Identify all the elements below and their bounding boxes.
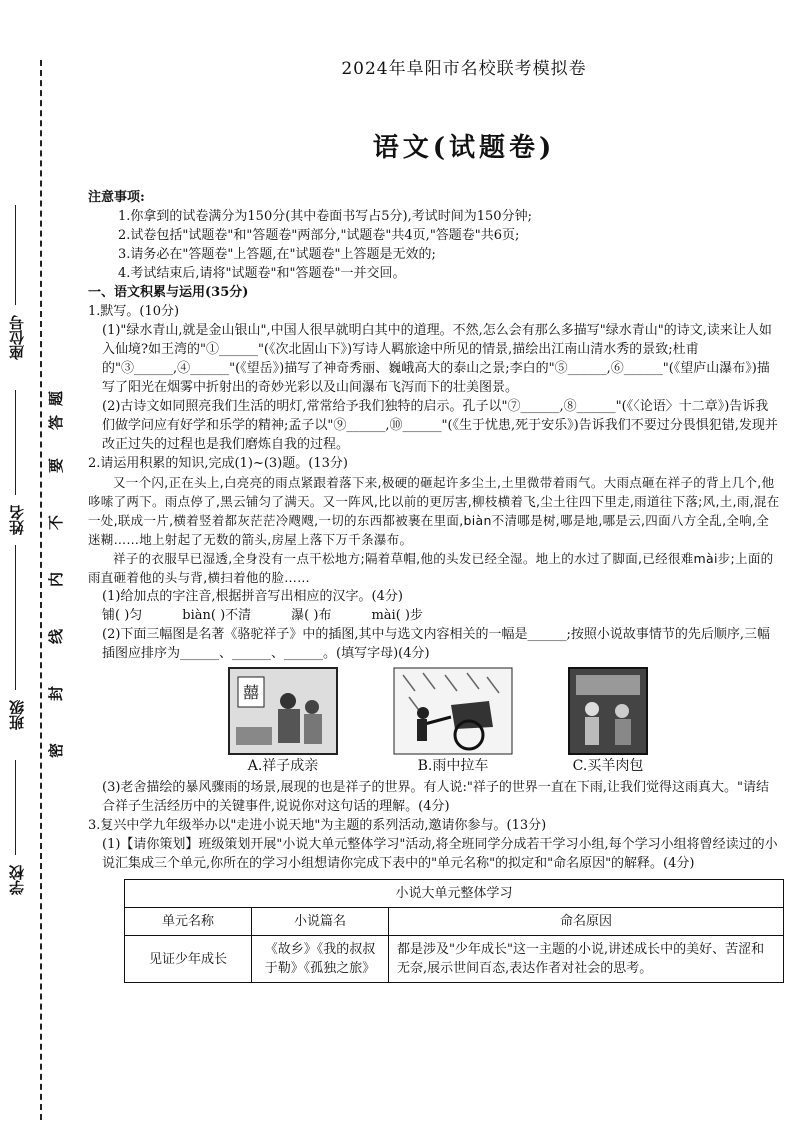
seal-char: 线 bbox=[47, 628, 66, 645]
table-header: 小说篇名 bbox=[252, 908, 389, 936]
table-cell: 《故乡》《我的叔叔于勒》《孤独之旅》 bbox=[252, 936, 389, 983]
pinyin-row bbox=[88, 606, 780, 625]
table-cell: 见证少年成长 bbox=[125, 936, 252, 983]
seat-line bbox=[15, 205, 16, 305]
table-row bbox=[125, 936, 784, 983]
question-2-3: (3)老舍描绘的暴风骤雨的场景,展现的也是祥子的世界。有人说:"祥子的世界一直在下雨,让我们觉得这雨真大。"请结合祥子生活经历中的关键事件,说说你对这句话的理解。(4分) bbox=[102, 780, 770, 814]
question-3-1: (1)【请你策划】班级策划开展"小说大单元整体学习"活动,将全班同学分成若干学习小组,每个学习小组将曾经读过的小说汇集成三个单元,你所在的学习小组想请你完成下表中的"单元名称"的拟定和"命名原因"的解释。(4分) bbox=[102, 837, 778, 871]
section-heading: 一、语文积累与运用(35分) bbox=[88, 285, 249, 300]
seal-char: 题 bbox=[47, 390, 66, 407]
reading-passage-2: 祥子的衣服早已湿透,全身没有一点干松地方;隔着草帽,他的头发已经全湿。地上的水过了脚面,已经很难mài步;上面的雨直砸着他的头与背,横扫着他的脸…… bbox=[88, 551, 774, 585]
notice-heading: 注意事项: bbox=[88, 190, 145, 205]
illustration-row bbox=[228, 667, 648, 776]
class-line bbox=[15, 545, 16, 690]
reading-passage-1: 又一个闪,正在头上,白亮亮的雨点紧跟着落下来,极硬的砸起许多尘土,土里微带着雨气。大雨点砸在祥子的背上几个,他哆嗦了两下。雨点停了,黑云铺匀了满天。又一阵风,比以前的更厉害,柳枝横着飞,尘土往四下里走,雨道往下落;风,土,雨,混在一处,联成一片,横着竖着都灰茫茫冷飕飕,一切的东西都被裹在里面,biàn不清哪是树,哪是地,哪是云,四面八方全乱,全响,全迷糊……地上射起了无数的箭头,房屋上落下万千条瀑布。 bbox=[88, 475, 780, 547]
pinyin-item: biàn( )不清 bbox=[182, 608, 252, 623]
street-scene-icon bbox=[568, 667, 648, 755]
name-label: 姓名 bbox=[8, 505, 26, 535]
pinyin-item: 铺( )匀 bbox=[102, 608, 143, 623]
pinyin-item: 瀑( )布 bbox=[291, 608, 332, 623]
seal-dashed-line bbox=[40, 60, 42, 1120]
question-3-title: 3.复兴中学九年级举办以"走进小说天地"为主题的系列活动,邀请你参与。(13分) bbox=[88, 818, 547, 833]
svg-text:囍: 囍 bbox=[242, 683, 260, 702]
question-2-1: (1)给加点的字注音,根据拼音写出相应的汉字。(4分) bbox=[102, 589, 403, 604]
seat-label: 座位号 bbox=[8, 315, 26, 360]
illustration-c bbox=[568, 667, 648, 776]
question-2-2: (2)下面三幅图是名著《骆驼祥子》中的插图,其中与选文内容相关的一幅是______;按照小说故事情节的先后顺序,三幅插图应排序为______、______、______。(填写字母)(4分) bbox=[102, 627, 771, 661]
table-cell: 都是涉及"少年成长"这一主题的小说,讲述成长中的美好、苦涩和无奈,展示世间百态,表达作者对社会的思考。 bbox=[389, 936, 784, 983]
illustration-caption: C.买羊肉包 bbox=[572, 758, 644, 774]
question-1-part-2: (2)古诗文如同照亮我们生活的明灯,常常给予我们独特的启示。孔子以"⑦______,⑧______"(《〈论语〉十二章》)告诉我们做学问应有好学和乐学的精神;孟子以"⑨______,⑩______"(《生于忧患,死于安乐》)告诉我们不要过分畏惧犯错,发现并改正过失的过程也是我们磨炼自我的过程。 bbox=[102, 399, 778, 452]
paper-title: 语文(试题卷) bbox=[372, 133, 556, 163]
seal-char: 答 bbox=[47, 414, 66, 431]
notice-item: 2.试卷包括"试题卷"和"答题卷"两部分,"试题卷"共4页,"答题卷"共6页; bbox=[118, 228, 520, 243]
table-header: 单元名称 bbox=[125, 908, 252, 936]
table-header-row bbox=[125, 908, 784, 936]
wedding-scene-icon bbox=[228, 667, 338, 755]
binding-margin bbox=[0, 0, 80, 1124]
question-1-title: 1.默写。(10分) bbox=[88, 304, 180, 319]
unit-table bbox=[124, 879, 784, 983]
class-label: 班级 bbox=[8, 700, 26, 730]
seal-char: 封 bbox=[47, 685, 66, 702]
question-2-title: 2.请运用积累的知识,完成(1)~(3)题。(13分) bbox=[88, 456, 348, 471]
table-header: 命名原因 bbox=[389, 908, 784, 936]
illustration-a bbox=[228, 667, 338, 776]
seal-char: 内 bbox=[47, 571, 66, 588]
illustration-caption: A.祥子成亲 bbox=[247, 758, 319, 774]
school-line bbox=[15, 760, 16, 855]
seal-char: 要 bbox=[47, 457, 66, 474]
notice-item: 4.考试结束后,请将"试题卷"和"答题卷"一并交回。 bbox=[118, 266, 406, 281]
school-label: 学校 bbox=[8, 865, 26, 895]
exam-title: 2024年阜阳市名校联考模拟卷 bbox=[341, 59, 587, 79]
name-line bbox=[15, 390, 16, 495]
notice-item: 3.请务必在"答题卷"上答题,在"试题卷"上答题是无效的; bbox=[118, 247, 436, 262]
seal-char: 密 bbox=[47, 742, 66, 759]
exam-content bbox=[88, 60, 780, 983]
rickshaw-in-rain-icon bbox=[393, 667, 513, 755]
pinyin-item: mài( )步 bbox=[371, 608, 423, 623]
seal-char: 不 bbox=[47, 514, 66, 531]
notice-item: 1.你拿到的试卷满分为150分(其中卷面书写占5分),考试时间为150分钟; bbox=[118, 209, 532, 224]
table-caption: 小说大单元整体学习 bbox=[125, 880, 784, 908]
illustration-caption: B.雨中拉车 bbox=[417, 758, 489, 774]
illustration-b bbox=[393, 667, 513, 776]
question-1-part-1: (1)"绿水青山,就是金山银山",中国人很早就明白其中的道理。不然,怎么会有那么多描写"绿水青山"的诗文,读来让人如入仙境?如王湾的"①______"(《次北固山下》)写诗人羁旅途中所见的情景,描绘出江南山清水秀的景致;杜甫的"③______,④______"(《望岳》)描写了神奇秀丽、巍峨高大的泰山之景;李白的"⑤______,⑥______"(《望庐山瀑布》)描写了阳光在烟雾中折射出的奇妙光彩以及山间瀑布飞泻而下的壮美图景。 bbox=[102, 323, 772, 395]
